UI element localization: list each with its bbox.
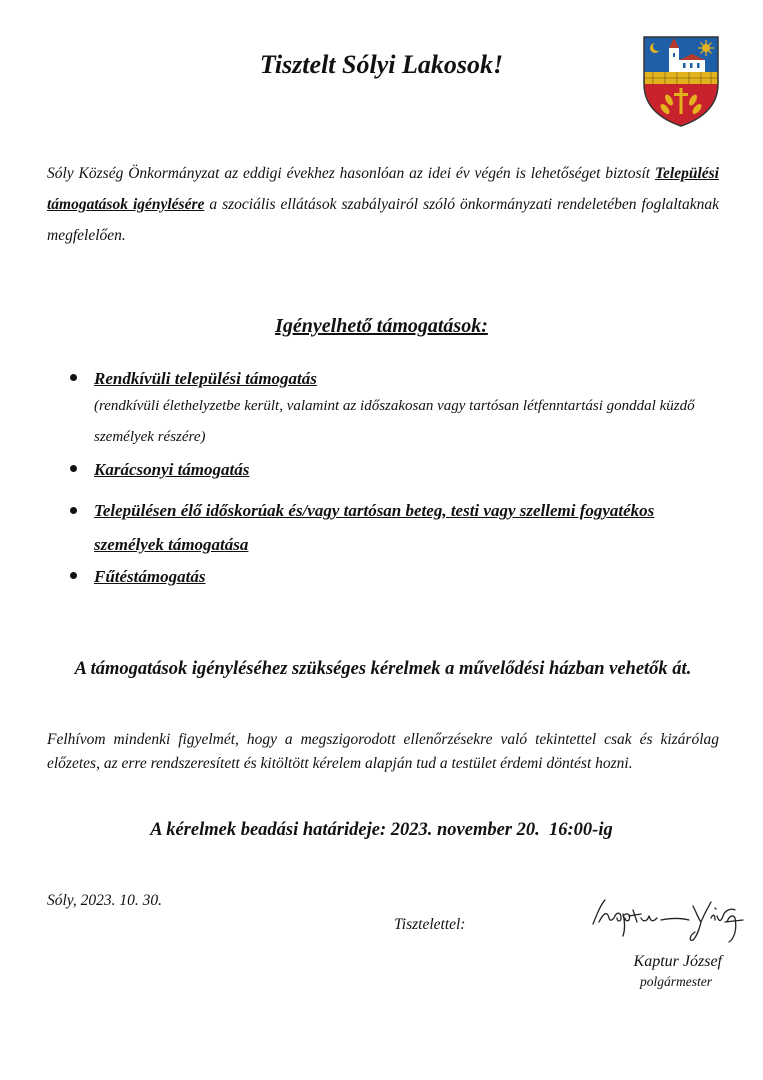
bullet-icon: [70, 374, 77, 381]
intro-text-end: a szociális ellátások szabályairól szóló önkormányzati rendeletében foglaltaknak megfelelően.: [47, 196, 719, 244]
coat-of-arms-icon: [641, 34, 721, 128]
intro-highlight: Települési támogatások igénylésére: [47, 165, 719, 213]
support-name: Fűtéstámogatás: [94, 567, 206, 586]
support-note: (rendkívüli élethelyzetbe került, valamint az időszakosan vagy tartósan létfenntartási gonddal küzdő személyek részére): [94, 398, 695, 445]
signer-role: polgármester: [640, 974, 712, 989]
pickup-info: A támogatások igényléséhez szükséges kérelmek a művelődési házban vehetők át.: [74, 659, 692, 679]
list-item: [70, 564, 720, 589]
supports-heading: Igényelhető támogatások:: [275, 315, 488, 337]
supports-list: [70, 366, 720, 589]
place-date: Sóly, 2023. 10. 30.: [47, 892, 162, 909]
intro-text: Sóly Község Önkormányzat az eddigi évekhez hasonlóan az idei év végén is lehetőséget biztosít: [47, 165, 655, 182]
intro-paragraph: [47, 158, 719, 251]
support-name: Településen élő időskorúak és/vagy tartósan beteg, testi vagy szellemi fogyatékos személyek támogatása: [94, 501, 655, 554]
support-name: Karácsonyi támogatás: [94, 460, 250, 479]
deadline: A kérelmek beadási határideje: 2023. november 20. 16:00-ig: [150, 820, 613, 840]
closing-regards: Tisztelettel:: [394, 916, 466, 933]
list-item: [70, 457, 720, 482]
support-name: Rendkívüli települési támogatás: [94, 369, 317, 388]
bullet-icon: [70, 507, 77, 514]
list-item: [70, 494, 720, 562]
bullet-icon: [70, 465, 77, 472]
signature: [585, 892, 750, 947]
notice-paragraph: Felhívom mindenki figyelmét, hogy a megszigorodott ellenőrzésekre való tekintettel csak és kizárólag előzetes, az erre rendszeresített és kitöltött kérelem alapján tud a testület érdemi döntést hozni.: [47, 731, 719, 772]
signer-name: Kaptur József: [633, 953, 722, 970]
bullet-icon: [70, 572, 77, 579]
list-item: [70, 366, 720, 453]
page-title: Tisztelt Sólyi Lakosok!: [259, 50, 504, 79]
